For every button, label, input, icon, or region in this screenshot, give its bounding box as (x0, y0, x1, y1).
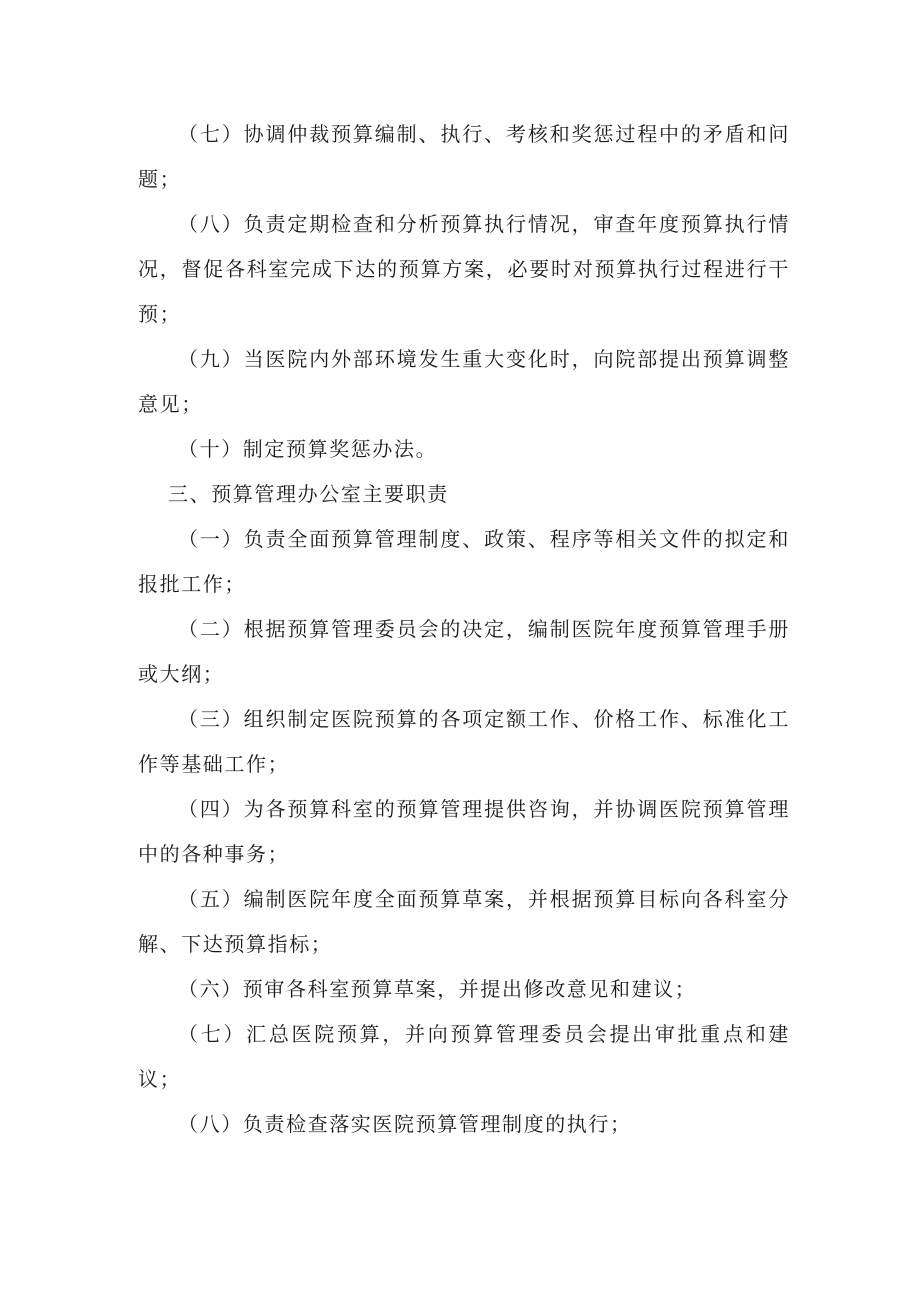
paragraph-duty-7: （七）协调仲裁预算编制、执行、考核和奖惩过程中的矛盾和问题； (138, 122, 790, 191)
paragraph-office-duty-1: （一）负责全面预算管理制度、政策、程序等相关文件的拟定和报批工作； (138, 527, 790, 596)
paragraph-office-duty-3: （三）组织制定医院预算的各项定额工作、价格工作、标准化工作等基础工作； (138, 707, 790, 776)
section-heading-budget-office: 三、预算管理办公室主要职责 (168, 482, 449, 506)
paragraph-office-duty-6: （六）预审各科室预算草案，并提出修改意见和建议； (178, 977, 697, 1001)
paragraph-duty-10: （十）制定预算奖惩办法。 (178, 437, 438, 461)
paragraph-office-duty-7: （七）汇总医院预算，并向预算管理委员会提出审批重点和建议； (138, 1022, 790, 1091)
paragraph-office-duty-2: （二）根据预算管理委员会的决定，编制医院年度预算管理手册或大纲； (138, 617, 790, 686)
document-body (138, 112, 790, 1147)
paragraph-duty-9: （九）当医院内外部环境发生重大变化时，向院部提出预算调整意见； (138, 347, 790, 416)
paragraph-office-duty-4: （四）为各预算科室的预算管理提供咨询，并协调医院预算管理中的各种事务； (138, 797, 790, 866)
paragraph-office-duty-5: （五）编制医院年度全面预算草案，并根据预算目标向各科室分解、下达预算指标； (138, 887, 790, 956)
paragraph-duty-8: （八）负责定期检查和分析预算执行情况，审查年度预算执行情况，督促各科室完成下达的预算方案，必要时对预算执行过程进行干预； (138, 212, 790, 326)
paragraph-office-duty-8: （八）负责检查落实医院预算管理制度的执行； (178, 1112, 632, 1136)
